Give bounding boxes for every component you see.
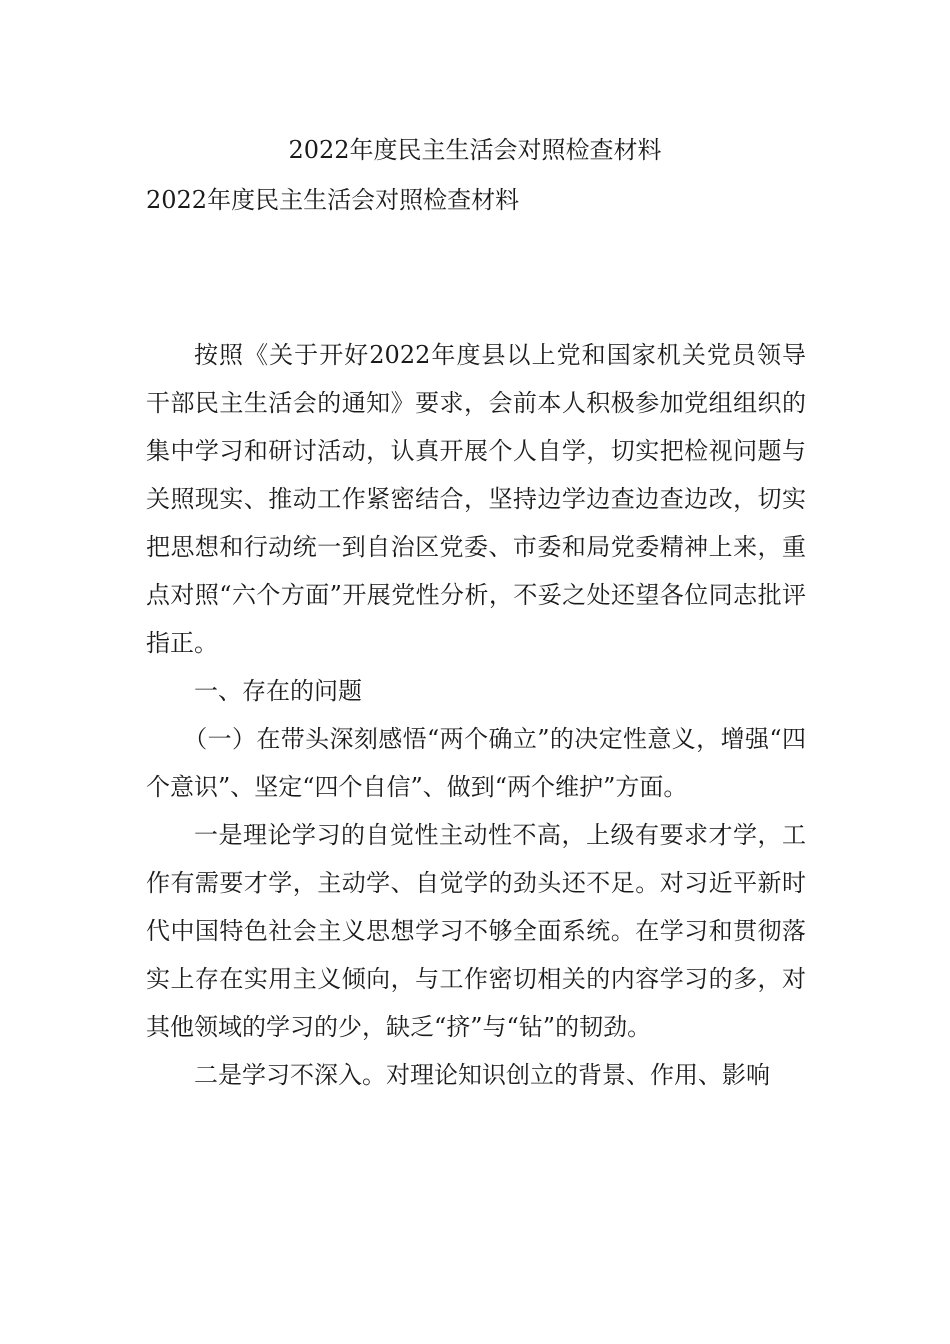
section-heading-problems: 一、存在的问题 bbox=[194, 677, 362, 705]
paragraph-point-1: 一是理论学习的自觉性主动性不高，上级有要求才学，工作有需要才学，主动学、自觉学的劲头还不足。对习近平新时代中国特色社会主义思想学习不够全面系统。在学习和贯彻落实上存在实用主义倾向，与工作密切相关的内容学习的多，对其他领域的学习的少，缺乏“挤”与“钻”的韧劲。 bbox=[146, 821, 806, 1041]
paragraph-point-2: 二是学习不深入。对理论知识创立的背景、作用、影响 bbox=[194, 1061, 770, 1089]
document-body bbox=[146, 331, 806, 1099]
paragraph-intro: 按照《关于开好2022年度县以上党和国家机关党员领导干部民主生活会的通知》要求，会前本人积极参加党组组织的集中学习和研讨活动，认真开展个人自学，切实把检视问题与关照现实、推动工作紧密结合，坚持边学边查边查边改，切实把思想和行动统一到自治区党委、市委和局党委精神上来，重点对照“六个方面”开展党性分析，不妥之处还望各位同志批评指正。 bbox=[146, 341, 806, 657]
document-title: 2022年度民主生活会对照检查材料 bbox=[288, 136, 662, 164]
subsection-heading-1: （一）在带头深刻感悟“两个确立”的决定性意义，增强“四个意识”、坚定“四个自信”、做到“两个维护”方面。 bbox=[146, 725, 806, 801]
document-subtitle: 2022年度民主生活会对照检查材料 bbox=[146, 186, 520, 214]
